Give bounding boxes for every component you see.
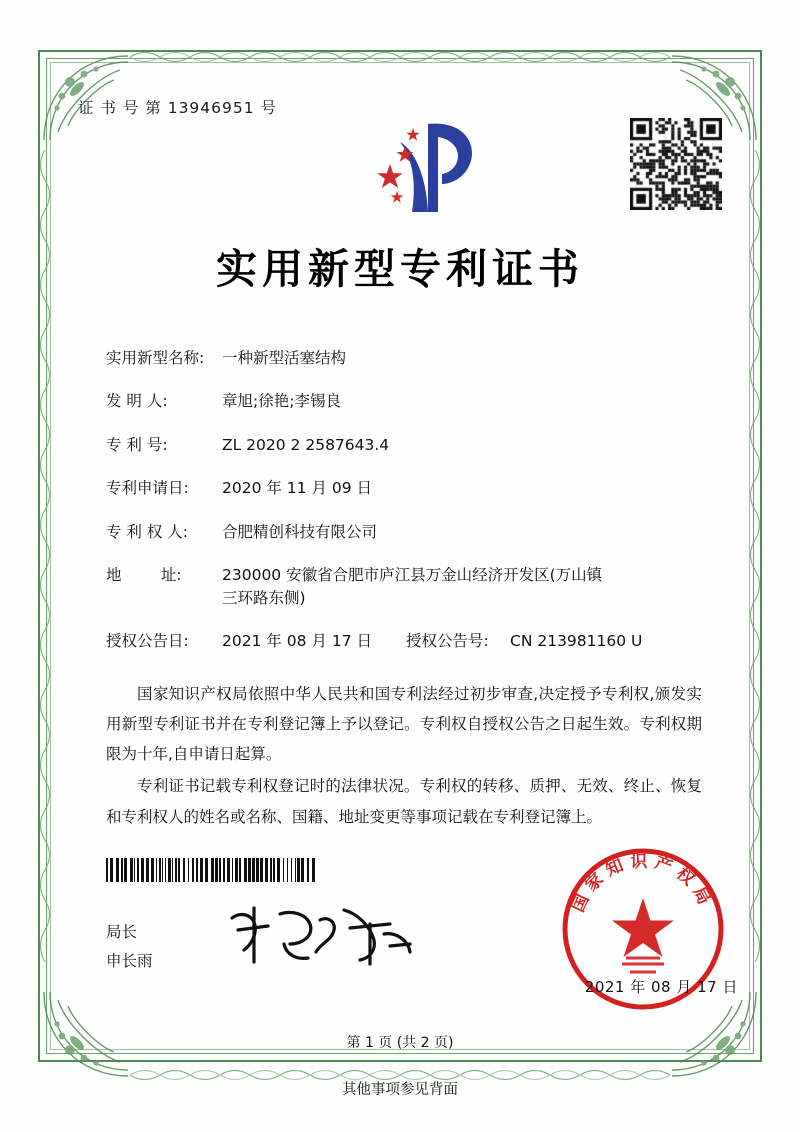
- field-value: 章旭;徐艳;李锡良: [222, 392, 341, 411]
- field-list: [106, 347, 722, 653]
- field-label: 授权公告日:: [106, 632, 189, 651]
- handwritten-signature-icon: [224, 900, 424, 972]
- field-value: 一种新型活塞结构: [222, 349, 347, 367]
- field-value: 2020 年 11 月 09 日: [222, 479, 373, 498]
- field-separator: [214, 630, 222, 652]
- paragraph-1: 国家知识产权局依照中华人民共和国专利法经过初步审查,决定授予专利权,颁发实用新型专利证书并在专利登记簿上予以登记。专利权自授权公告之日起生效。专利权期限为十年,自申请日起算。: [106, 684, 702, 764]
- field-patent-number: [106, 434, 722, 456]
- field-label: 专 利 权 人:: [106, 522, 189, 541]
- field-value: ZL 2020 2 2587643.4: [222, 435, 390, 454]
- field-label: 地 址:: [106, 566, 182, 585]
- field-value: CN 213981160 U: [510, 632, 643, 651]
- field-value: 2021 年 08 月 17 日: [222, 632, 373, 651]
- barcode: [106, 858, 318, 882]
- field-label: 授权公告号:: [406, 632, 489, 651]
- field-address: [106, 564, 722, 609]
- signature-name: 申长雨: [106, 951, 153, 970]
- footer-note: 其他事项参见背面: [342, 1082, 458, 1098]
- field-label: 发 明 人:: [106, 392, 168, 411]
- qr-code: [630, 118, 722, 210]
- field-utility-model-name: [106, 347, 722, 369]
- field-patentee: [106, 521, 722, 543]
- paragraph-2: 专利证书记载专利权登记时的法律状况。专利权的转移、质押、无效、终止、恢复和专利权人的姓名或名称、国籍、地址变更等事项记载在专利登记簿上。: [106, 777, 702, 826]
- field-label: 实用新型名称:: [106, 349, 205, 367]
- border-vine-left: [36, 150, 54, 962]
- field-grant-number: [406, 630, 642, 652]
- cnipa-logo-icon: [370, 116, 486, 220]
- address-line-2: 三环路东侧): [222, 588, 306, 607]
- signature-block: [106, 918, 153, 975]
- page-number: 第 1 页 (共 2 页): [346, 1035, 454, 1051]
- field-application-date: [106, 477, 722, 499]
- svg-text:国家知识产权局: 国家知识产权局: [568, 851, 717, 916]
- legal-text: [106, 679, 702, 832]
- border-vine-top: [130, 48, 670, 66]
- field-separator: [502, 630, 510, 652]
- signature-title: 局长: [106, 923, 138, 941]
- field-grant-row: [106, 630, 722, 652]
- certificate-number: 证 书 号 第 13946951 号: [78, 99, 278, 117]
- address-line-1: 230000 安徽省合肥市庐江县万金山经济开发区(万山镇: [222, 566, 603, 585]
- field-grant-date: [106, 630, 406, 652]
- seal-date: 2021 年 08 月 17 日: [584, 978, 738, 996]
- border-vine-right: [746, 150, 764, 962]
- field-value-multiline: [222, 564, 722, 609]
- field-value: 合肥精创科技有限公司: [222, 522, 378, 541]
- page-title: 实用新型专利证书: [216, 245, 584, 293]
- field-label: 专 利 号:: [106, 435, 168, 454]
- field-label: 专利申请日:: [106, 479, 189, 498]
- field-inventors: [106, 390, 722, 412]
- certificate-content: [78, 96, 722, 834]
